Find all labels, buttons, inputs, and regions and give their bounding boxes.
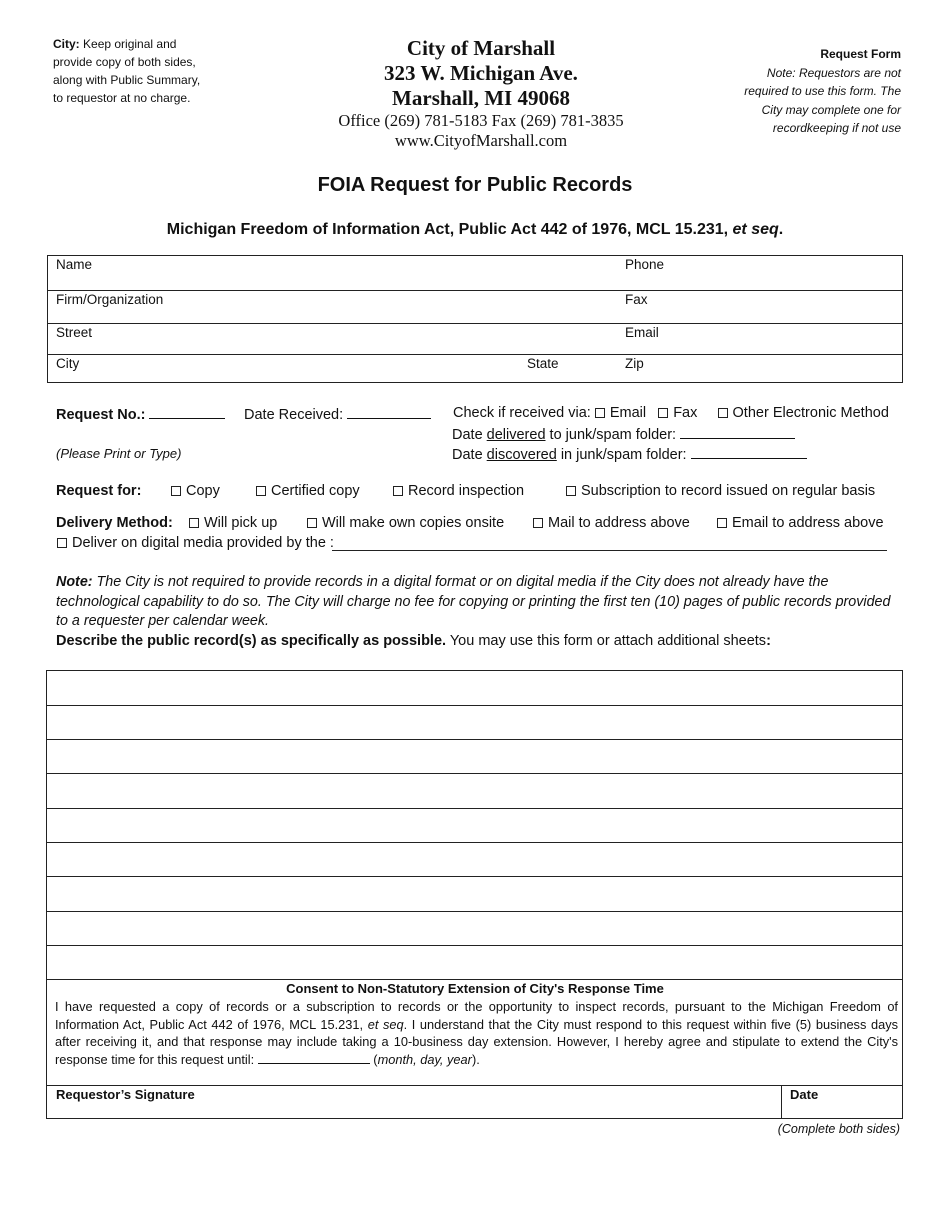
name-field[interactable]: Name <box>56 257 93 272</box>
extension-date-field[interactable] <box>258 1052 370 1064</box>
footer-note: (Complete both sides) <box>777 1122 900 1136</box>
received-via-label: Check if received via: <box>453 405 591 421</box>
phone-fax: Office (269) 781-5183 Fax (269) 781-3835 <box>338 111 624 130</box>
junk-delivered-field[interactable]: Date delivered to junk/spam folder: <box>452 425 795 443</box>
address-line-2: Marshall, MI 49068 <box>392 86 570 110</box>
delivery-digital-checkbox[interactable]: Deliver on digital media provided by the : <box>57 535 334 551</box>
via-email-checkbox[interactable]: Email <box>595 405 646 421</box>
subtitle-end: . <box>778 221 784 238</box>
request-form-line: recordkeeping if not use <box>772 121 901 135</box>
city-note-line: to requestor at no charge. <box>53 91 191 105</box>
city-note-line: provide copy of both sides, <box>53 55 196 69</box>
request-form-title: Request Form <box>820 47 901 61</box>
contact-info-box <box>47 255 903 383</box>
state-field[interactable]: State <box>527 356 559 371</box>
subtitle-italic: et seq <box>732 221 779 238</box>
delivery-email-checkbox[interactable]: Email to address above <box>717 515 884 531</box>
page-subtitle <box>0 221 950 239</box>
email-field[interactable]: Email <box>625 325 659 340</box>
signature-field[interactable]: Requestor’s Signature <box>56 1087 195 1102</box>
street-field[interactable]: Street <box>56 325 93 340</box>
date-received-label: Date Received: <box>244 407 344 423</box>
date-received-field[interactable] <box>244 405 431 423</box>
consent-text: I have requested a copy of records or a subscription to records or the opportunity to inspect records, pursuant to the Michigan Freedom of Information Act, Public Act 442 of 1976, MCL 15.231, et seq. I understand that the City must respond to this request within five (5) business days after receiving it, and that response may include taking a 10-business day extension. However, I hereby agree and stipulate to extend the City's response time for this request until: (month, day, year). <box>55 999 898 1067</box>
request-form-line: Note: Requestors are not <box>766 65 901 80</box>
city-field[interactable]: City <box>56 356 80 371</box>
request-subscription-checkbox[interactable]: Subscription to record issued on regular basis <box>566 483 875 499</box>
city-note-line: along with Public Summary, <box>53 73 201 87</box>
request-number-label: Request No.: <box>56 407 146 423</box>
letterhead <box>275 36 687 151</box>
address-line-1: 323 W. Michigan Ave. <box>384 61 578 85</box>
junk-discovered-field[interactable]: Date discovered in junk/spam folder: <box>452 445 807 463</box>
delivery-mail-checkbox[interactable]: Mail to address above <box>533 515 690 531</box>
request-inspection-checkbox[interactable]: Record inspection <box>393 483 524 499</box>
phone-field[interactable]: Phone <box>625 257 665 272</box>
firm-field[interactable]: Firm/Organization <box>56 292 164 307</box>
request-for-label: Request for: <box>56 483 142 499</box>
city-note-lead: City: <box>53 37 80 51</box>
request-number-field[interactable] <box>56 405 225 423</box>
city-instructions-note <box>53 35 200 107</box>
via-other-checkbox[interactable]: Other Electronic Method <box>718 405 889 421</box>
request-form-line: required to use this form. The <box>744 84 901 98</box>
request-form-line: City may complete one for <box>761 102 901 117</box>
received-via-group <box>453 405 889 421</box>
print-note: (Please Print or Type) <box>56 446 182 461</box>
request-copy-checkbox[interactable]: Copy <box>171 483 220 499</box>
fax-field[interactable]: Fax <box>625 292 648 307</box>
page-title: FOIA Request for Public Records <box>317 174 633 196</box>
delivery-pickup-checkbox[interactable]: Will pick up <box>189 515 277 531</box>
subtitle-text: Michigan Freedom of Information Act, Public Act 442 of 1976, MCL 15.231, <box>166 221 729 238</box>
zip-field[interactable]: Zip <box>625 356 644 371</box>
consent-title: Consent to Non-Statutory Extension of City's Response Time <box>286 981 664 996</box>
digital-note: Note: The City is not required to provide records in a digital format or on digital media if the City does not already have the technological capability to do so. The City will charge no fee for copying or printing the first ten (10) pages of public records provided to a requester per calendar week. Describe the public record(s) as specifically as possible. You may use this form or attach additional sheets: <box>56 574 891 649</box>
request-form-note <box>744 45 901 138</box>
city-name: City of Marshall <box>406 36 556 60</box>
delivery-method-label: Delivery Method: <box>56 515 173 531</box>
digital-media-line[interactable] <box>332 550 887 551</box>
website: www.CityofMarshall.com <box>394 131 568 150</box>
city-note-line: Keep original and <box>83 37 177 51</box>
signature-date-field[interactable]: Date <box>790 1087 819 1102</box>
via-fax-checkbox[interactable]: Fax <box>658 405 697 421</box>
delivery-onsite-checkbox[interactable]: Will make own copies onsite <box>307 515 504 531</box>
request-certified-checkbox[interactable]: Certified copy <box>256 483 360 499</box>
